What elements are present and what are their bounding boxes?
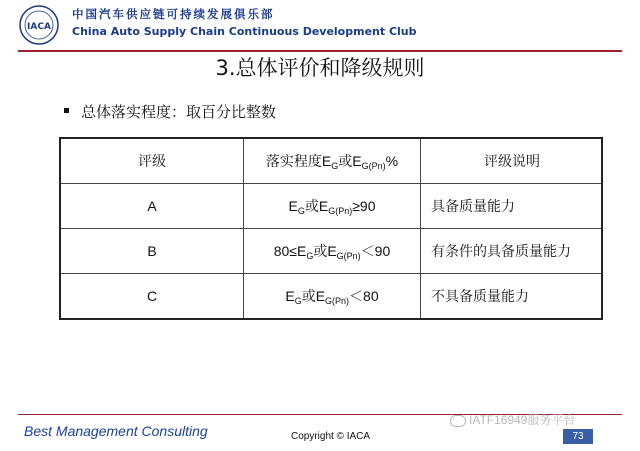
bullet-icon bbox=[64, 108, 69, 113]
header-compliance-prefix: 落实程度E bbox=[265, 153, 332, 169]
org-name-en: China Auto Supply Chain Continuous Development Club bbox=[72, 25, 417, 38]
company-name: Best Management Consulting bbox=[24, 423, 208, 439]
header-compliance-suffix: % bbox=[385, 153, 399, 169]
compliance-pre: 80≤E bbox=[273, 243, 307, 259]
bullet-text: 总体落实程度：取百分比整数 bbox=[81, 103, 277, 121]
compliance-cell bbox=[244, 184, 421, 229]
org-name-cn: 中国汽车供应链可持续发展俱乐部 bbox=[72, 7, 275, 21]
bullet-point bbox=[64, 101, 276, 122]
logo-text: IACA bbox=[27, 22, 51, 32]
grade-cell: A bbox=[60, 184, 244, 229]
grade-cell: C bbox=[60, 274, 244, 320]
compliance-mid: 或E bbox=[301, 288, 326, 304]
description-cell: 具备质量能力 bbox=[421, 184, 603, 229]
compliance-post: ≥90 bbox=[352, 198, 376, 214]
grade-cell: B bbox=[60, 229, 244, 274]
copyright: Copyright © IACA bbox=[291, 431, 371, 442]
page-number: 73 bbox=[563, 429, 593, 444]
compliance-sub2: G(Pn) bbox=[325, 296, 350, 306]
compliance-post: ＜90 bbox=[360, 243, 391, 259]
slide-title: 3.总体评价和降级规则 bbox=[215, 56, 425, 80]
compliance-sub1: G bbox=[294, 296, 302, 306]
compliance-sub1: G bbox=[297, 206, 305, 216]
slide-header bbox=[0, 0, 640, 50]
header-grade: 评级 bbox=[60, 138, 244, 184]
compliance-mid: 或E bbox=[304, 198, 329, 214]
header-compliance-mid: 或E bbox=[338, 153, 362, 169]
header-compliance bbox=[244, 138, 421, 184]
header-compliance-sub2: G(Pn) bbox=[361, 161, 386, 171]
compliance-sub1: G bbox=[306, 251, 314, 261]
table-row bbox=[60, 184, 602, 229]
compliance-sub2: G(Pn) bbox=[336, 251, 361, 261]
header-compliance-sub1: G bbox=[331, 161, 339, 171]
compliance-sub2: G(Pn) bbox=[328, 206, 353, 216]
rating-table bbox=[59, 137, 603, 320]
iaca-logo bbox=[18, 4, 60, 46]
description-cell: 有条件的具备质量能力 bbox=[421, 229, 603, 274]
header-description: 评级说明 bbox=[421, 138, 603, 184]
compliance-pre: E bbox=[285, 288, 295, 304]
compliance-cell bbox=[244, 229, 421, 274]
watermark-text: IATF16949服务平台 bbox=[469, 413, 576, 427]
compliance-pre: E bbox=[288, 198, 298, 214]
table-header-row bbox=[60, 138, 602, 184]
compliance-mid: 或E bbox=[313, 243, 337, 259]
description-cell: 不具备质量能力 bbox=[421, 274, 603, 320]
table-row bbox=[60, 274, 602, 320]
watermark bbox=[450, 411, 575, 428]
table-row bbox=[60, 229, 602, 274]
compliance-post: ＜80 bbox=[349, 288, 379, 304]
compliance-cell bbox=[244, 274, 421, 320]
wechat-icon bbox=[450, 415, 466, 427]
